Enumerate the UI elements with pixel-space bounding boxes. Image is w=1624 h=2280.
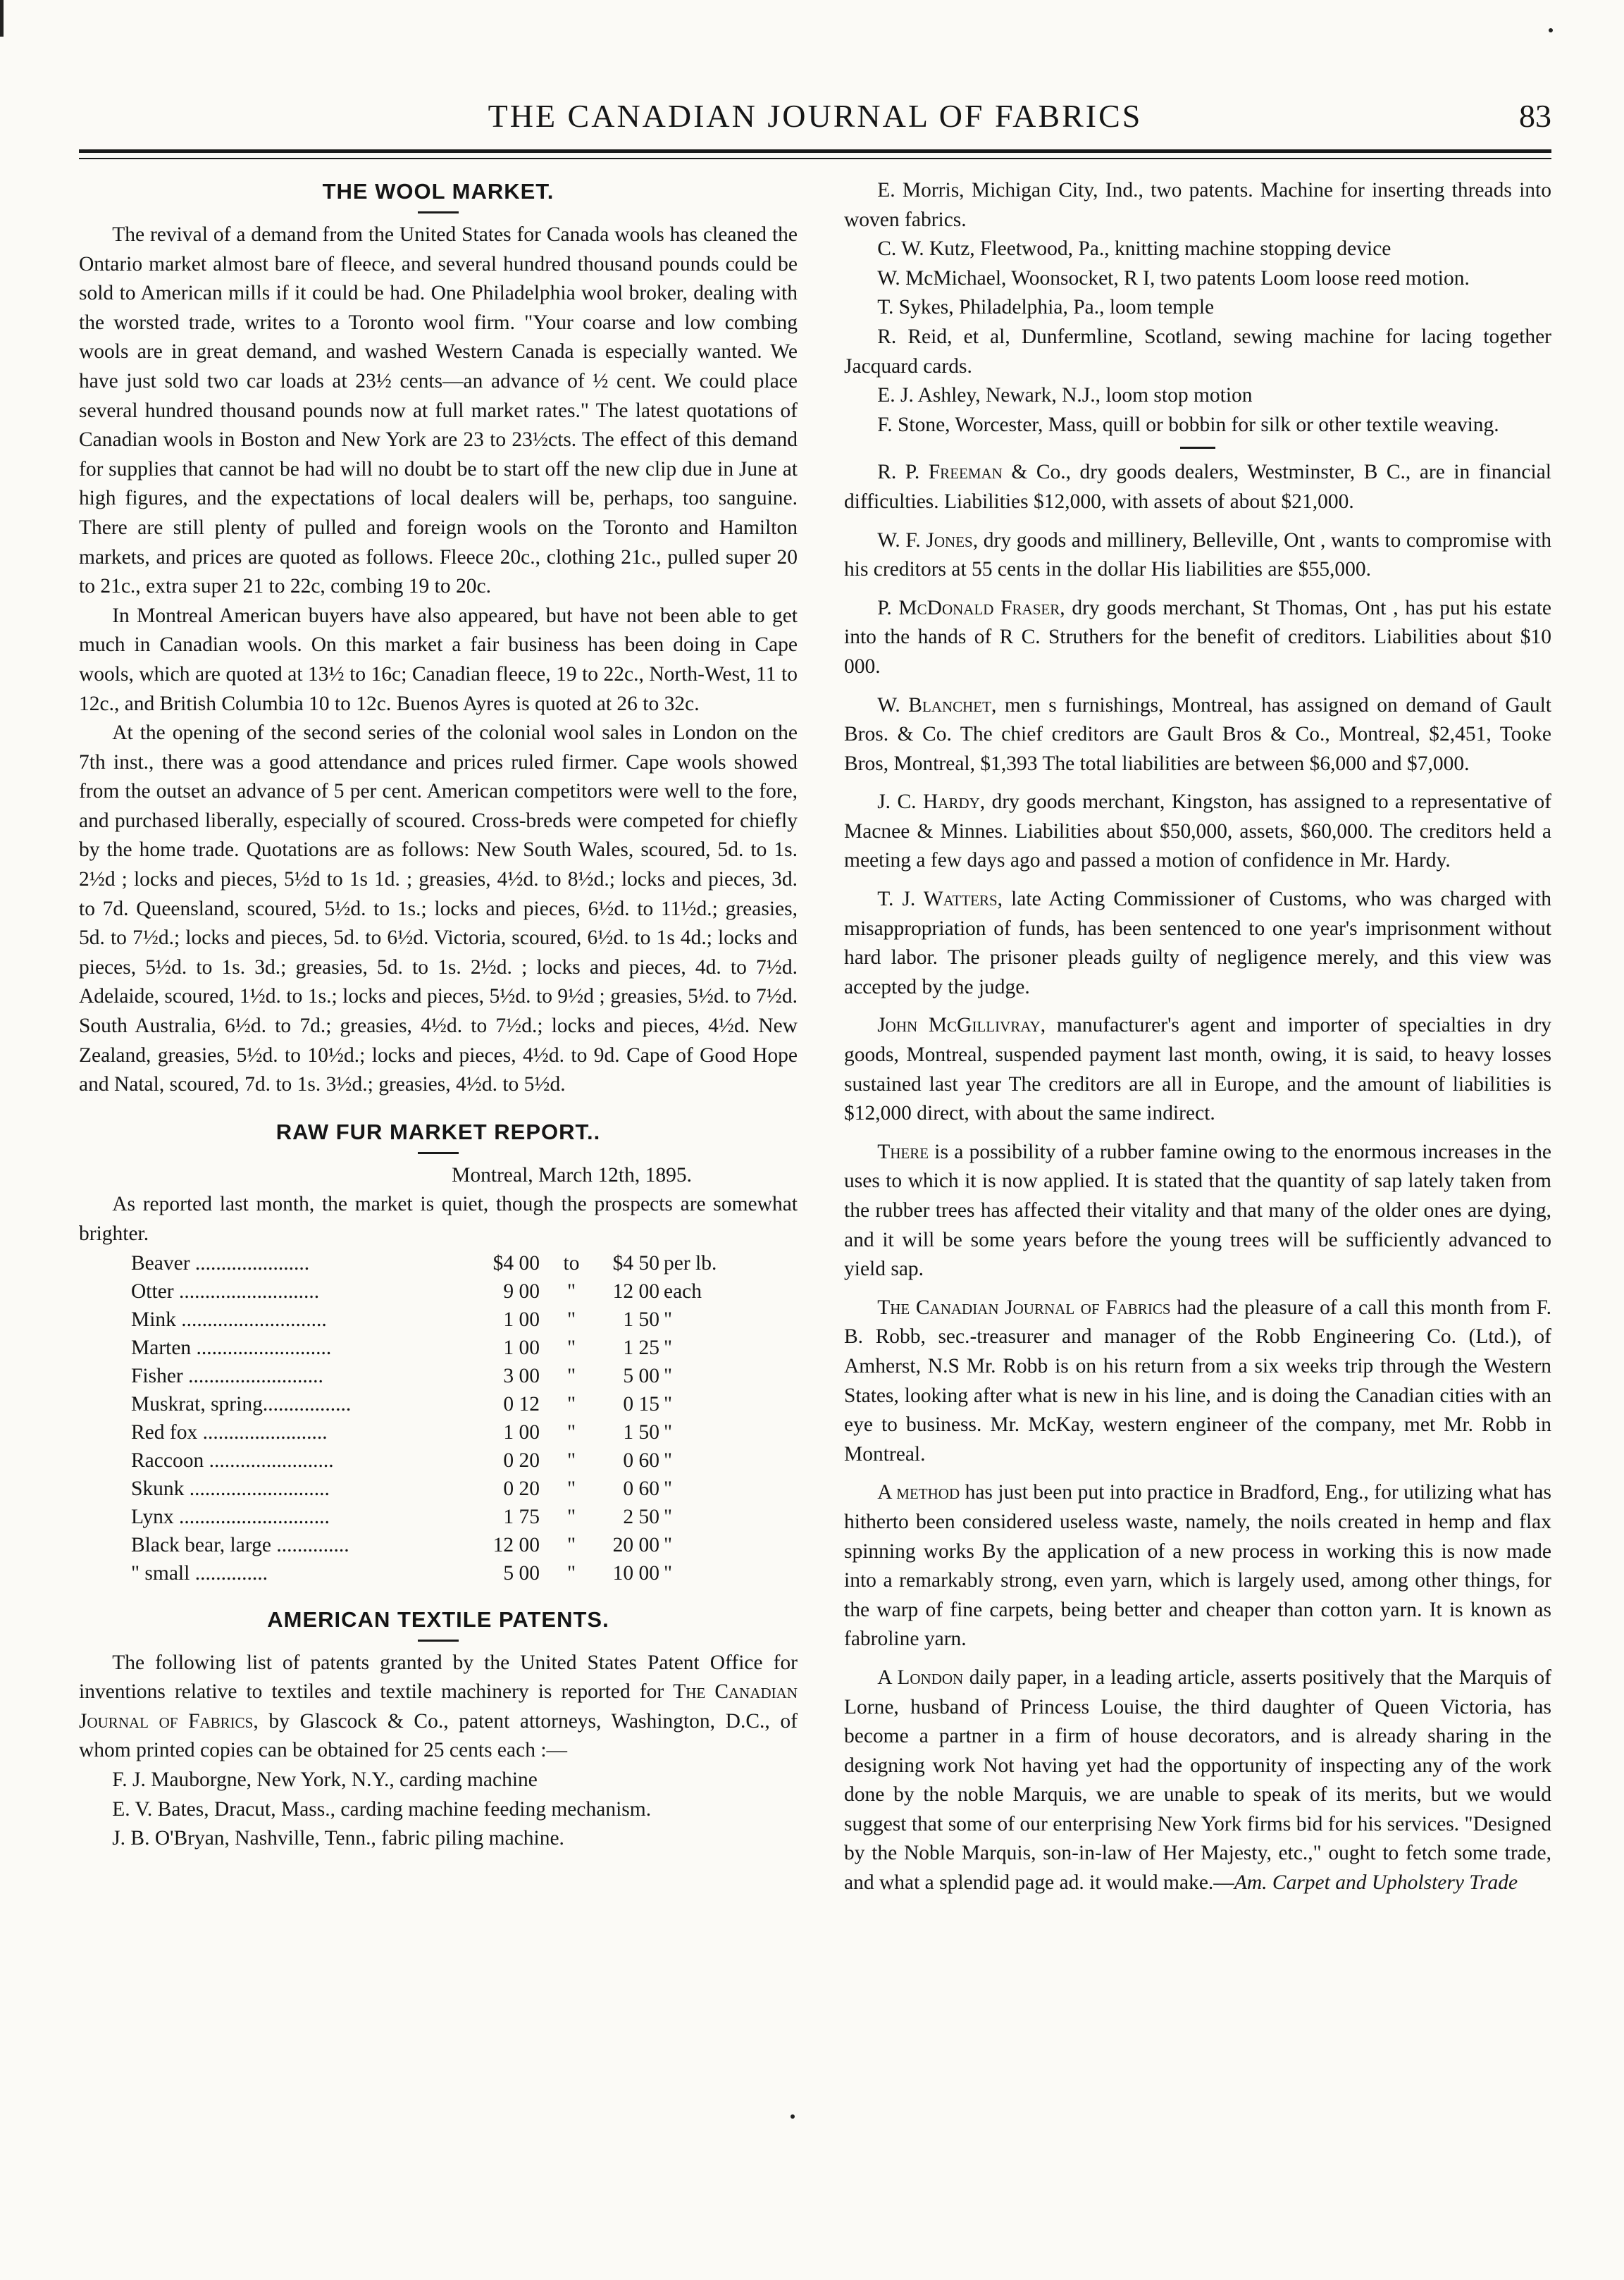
fur-price-to: 1 50 — [623, 1420, 659, 1444]
notice-lead: R. P. Freeman — [877, 461, 1003, 484]
notice-lead: A London — [877, 1666, 964, 1689]
notice-lead: A method — [877, 1481, 960, 1504]
fur-row — [131, 1306, 741, 1334]
fur-price-to: 10 00 — [612, 1561, 659, 1585]
patent-item: E. J. Ashley, Newark, N.J., loom stop motion — [877, 384, 1253, 407]
fur-name: Fisher .......................... — [131, 1364, 323, 1387]
notice-text: had the pleasure of a call this month from F. B. Robb, sec.-treasurer and manager of the Robb Engineering Co. (Ltd.), of Amherst, N.S Mr. Robb is on his return from a six weeks trip through the Western States, looking after what is new in his line, and is doing the Canadian cities with an eye to business. Mr. McKay, western engineer of the company, met Mr. Robb in Montreal. — [844, 1296, 1552, 1466]
fur-price-from: 3 00 — [503, 1364, 540, 1387]
patent-item: E. Morris, Michigan City, Ind., two patents. Machine for inserting threads into woven fabrics. — [844, 179, 1551, 231]
heading-dash — [418, 1152, 459, 1154]
trade-notice — [844, 885, 1551, 1002]
trade-notices — [844, 458, 1551, 1654]
fur-row — [131, 1390, 741, 1418]
fur-unit: " — [664, 1420, 673, 1444]
speck-mark — [1549, 28, 1553, 32]
fur-to: " — [566, 1308, 576, 1331]
patent-item: F. Stone, Worcester, Mass, quill or bobbin for silk or other textile weaving. — [877, 413, 1499, 436]
header-rule-thin — [79, 158, 1551, 159]
fur-unit: " — [664, 1449, 673, 1472]
notice-text: , manufacturer's agent and importer of specialties in dry goods, Montreal, suspended payment last month, owing, it is said, to heavy losses sustained last year The creditors are all in Europe, and the amount of liabilities is $12,000 direct, with about the same indirect. — [844, 1014, 1551, 1125]
notice-lead: John McGillivray — [877, 1014, 1041, 1037]
margin-bullet — [791, 2114, 795, 2119]
notice-lead: W. F. Jones — [877, 528, 973, 552]
fur-row — [131, 1249, 741, 1277]
trade-notice — [844, 526, 1551, 585]
notice-text: & Co., dry goods dealers, Westminster, B C., are in financial difficulties. Liabilities $12,000, with assets of about $21,000. — [844, 461, 1551, 513]
fur-to: " — [566, 1364, 576, 1387]
fur-unit: " — [664, 1533, 673, 1556]
fur-price-to: 5 00 — [623, 1364, 659, 1387]
fur-unit: " — [664, 1477, 673, 1500]
patent-item: F. J. Mauborgne, New York, N.Y., carding machine — [112, 1768, 538, 1791]
right-column — [844, 176, 1551, 1898]
fur-price-to: 0 60 — [623, 1477, 659, 1500]
fur-price-from: $4 00 — [492, 1251, 540, 1275]
fur-to: " — [566, 1449, 576, 1472]
fur-price-from: 0 12 — [503, 1392, 540, 1415]
patent-item: W. McMichael, Woonsocket, R I, two patents Loom loose reed motion. — [877, 266, 1470, 290]
fur-name: Mink ............................ — [131, 1308, 327, 1331]
notice-text: daily paper, in a leading article, asserts positively that the Marquis of Lorne, husband of Princess Louise, the third daughter of Queen Victoria, has become a partner in a firm of house decorators, and is already sharing in the designing work Not having yet had the opportunity of inspecting any of the work done by the noble Marquis, we are unable to speak of its merits, but we would suggest that some of our enterprising New York firms bid for his services. "Designed by the Noble Marquis, son-in-law of Her Majesty, etc.," ought to fetch some trade, and what a splendid page ad. it would make.— — [844, 1666, 1551, 1895]
patents-heading: AMERICAN TEXTILE PATENTS. — [267, 1606, 609, 1632]
trade-notice — [844, 1011, 1551, 1128]
notice-text: , dry goods merchant, Kingston, has assigned to a representative of Macnee & Minnes. Liabilities about $50,000, assets, $60,000. The creditors held a meeting a few days ago and passed a motion of confidence in Mr. Hardy. — [844, 791, 1551, 872]
fur-price-to: 1 25 — [623, 1336, 659, 1359]
fur-to: " — [566, 1336, 576, 1359]
fur-name: Raccoon ........................ — [131, 1449, 334, 1472]
left-column — [79, 176, 798, 1854]
fur-name: " small .............. — [131, 1561, 268, 1585]
fur-price-table — [131, 1249, 741, 1587]
fur-price-to: $4 50 — [612, 1251, 659, 1275]
fur-price-to: 1 50 — [623, 1308, 659, 1331]
fur-name: Lynx ............................. — [131, 1505, 330, 1528]
fur-row — [131, 1503, 741, 1531]
fur-price-to: 0 15 — [623, 1392, 659, 1415]
fur-row — [131, 1531, 741, 1559]
fur-unit: " — [664, 1364, 673, 1387]
fur-unit: " — [664, 1561, 673, 1585]
fur-unit: " — [664, 1336, 673, 1359]
london-notice — [844, 1663, 1551, 1898]
journal-title: THE CANADIAN JOURNAL OF FABRICS — [488, 98, 1143, 134]
fur-price-from: 5 00 — [503, 1561, 540, 1585]
section-dash — [1180, 447, 1215, 449]
fur-name: Muskrat, spring................. — [131, 1392, 352, 1415]
fur-to: " — [566, 1420, 576, 1444]
patent-item: T. Sykes, Philadelphia, Pa., loom temple — [877, 296, 1215, 319]
wool-paragraph: In Montreal American buyers have also appeared, but have not been able to get much in Canadian wools. On this market a fair business has been doing in Cape wools, which are quoted at 13½ to 16c; Canadian fleece, 19 to 22c., North-West, 11 to 12c., and British Columbia 10 to 12c. Buenos Ayres is quoted at 26 to 32c. — [79, 604, 798, 715]
fur-to: " — [566, 1477, 576, 1500]
trade-notice — [844, 458, 1551, 516]
fur-price-to: 12 00 — [612, 1280, 659, 1303]
notice-lead: T. J. Watters — [877, 888, 998, 911]
trade-notice — [844, 1478, 1551, 1654]
fur-row — [131, 1418, 741, 1446]
fur-name: Beaver ...................... — [131, 1251, 310, 1275]
notice-lead: W. Blanchet — [877, 693, 991, 717]
fur-price-from: 0 20 — [503, 1477, 540, 1500]
fur-unit: " — [664, 1308, 673, 1331]
fur-price-to: 0 60 — [623, 1449, 659, 1472]
page-edge-mark — [0, 0, 4, 37]
wool-market-heading: THE WOOL MARKET. — [322, 179, 554, 204]
notice-source: Am. Carpet and Upholstery Trade — [1234, 1871, 1518, 1895]
trade-notice — [844, 691, 1551, 779]
fur-to: " — [566, 1392, 576, 1415]
notice-text: , dry goods and millinery, Belleville, Ont , wants to compromise with his creditors at 55 cents in the dollar His liabilities are $55,000. — [844, 528, 1551, 581]
notice-text: , late Acting Commissioner of Customs, who was charged with misappropriation of funds, has been sentenced to one year's imprisonment without hard labor. The prisoner pleads guilty of negligence merely, and this view was accepted by the judge. — [844, 888, 1551, 998]
patent-item: R. Reid, et al, Dunfermline, Scotland, sewing machine for lacing together Jacquard cards. — [844, 325, 1551, 378]
running-header — [79, 97, 1551, 141]
wool-paragraph: The revival of a demand from the United States for Canada wools has cleaned the Ontario market almost bare of fleece, and several hundred thousand pounds could be sold to American mills if it could be had. One Philadelphia wool broker, dealing with the worsted trade, writes to a Toronto wool firm. "Your coarse and low combing wools are in great demand, and washed Western Canada is especially wanted. We have just sold two car loads at 23½ cents—an advance of ½ cent. We could place several hundred thousand pounds now at full market rates." The latest quotations of Canadian wools in Boston and New York are 23 to 23½cts. The effect of this demand for supplies that cannot be had will no doubt be to start off the new clip due in June at high figures, and the expectations of local dealers will be, perhaps, too sanguine. There are still plenty of pulled and foreign wools on the Toronto and Hamilton markets, and prices are quoted as follows. Fleece 20c., clothing 21c., pulled super 20 to 21c., extra super 21 to 22c, combing 19 to 20c. — [79, 223, 798, 598]
fur-price-from: 1 00 — [503, 1336, 540, 1359]
patent-item: E. V. Bates, Dracut, Mass., carding machine feeding mechanism. — [112, 1797, 652, 1821]
fur-to: " — [566, 1561, 576, 1585]
fur-dateline: Montreal, March 12th, 1895. — [452, 1163, 692, 1187]
fur-price-to: 20 00 — [612, 1533, 659, 1556]
notice-text: , men s furnishings, Montreal, has assigned on demand of Gault Bros. & Co. The chief creditors are Gault Bros & Co., Montreal, $2,451, Tooke Bros, Montreal, $1,393 The total liabilities are between $6,000 and $7,000. — [844, 693, 1551, 775]
trade-notice — [844, 594, 1551, 682]
fur-row — [131, 1362, 741, 1390]
notice-lead: P. McDonald Fraser — [877, 596, 1060, 619]
fur-name: Black bear, large .............. — [131, 1533, 349, 1556]
fur-to: to — [563, 1251, 580, 1275]
fur-row — [131, 1334, 741, 1362]
patents-intro-text: The following list of patents granted by the United States Patent Office for inventions relative to textiles and textile machinery is reported for — [79, 1651, 798, 1704]
fur-name: Otter ........................... — [131, 1280, 320, 1303]
trade-notice — [844, 1294, 1551, 1470]
fur-to: " — [566, 1505, 576, 1528]
fur-to: " — [566, 1280, 576, 1303]
fur-row — [131, 1559, 741, 1587]
fur-price-from: 0 20 — [503, 1449, 540, 1472]
wool-paragraph: At the opening of the second series of the colonial wool sales in London on the 7th inst., there was a good attendance and prices ruled firmer. Cape wools showed from the outset an advance of 5 per cent. American competitors were well to the fore, and purchased liberally, especially of scoured. Cross-breds were competed for chiefly by the home trade. Quotations are as follows: New South Wales, scoured, 5d. to 1s. 2½d ; locks and pieces, 5½d to 1s 1d. ; greasies, 4½d. to 8½d.; locks and pieces, 3d. to 7d. Queensland, scoured, 5½d. to 1s.; locks and pieces, 6½d. to 11½d.; greasies, 5d. to 7½d.; locks and pieces, 5d. to 6½d. Victoria, scoured, 6½d. to 1s 4d.; locks and pieces, 5½d. to 1s. 3d.; greasies, 5d. to 1s. 2½d. ; locks and pieces, 4d. to 7½d. Adelaide, scoured, 1½d. to 1s.; locks and pieces, 5½d. to 9½d ; greasies, 5½d. to 7½d. South Australia, 6½d. to 7d.; greasies, 4½d. to 7½d.; locks and pieces, 4½d. New Zealand, greasies, 5½d. to 10½d.; locks and pieces, 4½d. to 9d. Cape of Good Hope and Natal, scoured, 7d. to 1s. 3½d.; greasies, 4½d. to 5½d. — [79, 721, 798, 1096]
fur-price-from: 9 00 — [503, 1280, 540, 1303]
patent-item: J. B. O'Bryan, Nashville, Tenn., fabric piling machine. — [112, 1827, 564, 1850]
trade-notice — [844, 1138, 1551, 1284]
fur-price-to: 2 50 — [623, 1505, 659, 1528]
patents-intro — [79, 1649, 798, 1766]
notice-lead: There — [877, 1140, 929, 1163]
fur-name: Skunk ........................... — [131, 1477, 330, 1500]
page-number: 83 — [1519, 98, 1551, 134]
fur-intro: As reported last month, the market is quiet, though the prospects are somewhat brighter. — [79, 1193, 798, 1245]
notice-text: has just been put into practice in Bradford, Eng., for utilizing what has hitherto been considered useless waste, namely, the noils created in hemp and flax spinning works By the application of a new process in working this is now made into a remarkably strong, even yarn, which is largely used, among other things, for the warp of fine carpets, being better and cheaper than cotton yarn. It is known as fabroline yarn. — [844, 1481, 1551, 1651]
fur-row — [131, 1475, 741, 1503]
notice-text: is a possibility of a rubber famine owing to the enormous increases in the uses to which it is now applied. It is stated that the quantity of sap lately taken from the rubber trees has affected their vitality and that many of the older ones are dying, and it will be some years before the young trees will be sufficiently advanced to yield sap. — [844, 1140, 1551, 1281]
fur-report-heading: RAW FUR MARKET REPORT.. — [275, 1119, 601, 1144]
patent-item: C. W. Kutz, Fleetwood, Pa., knitting machine stopping device — [877, 237, 1391, 261]
trade-notice — [844, 788, 1551, 876]
fur-unit: each — [664, 1280, 702, 1303]
notice-text: , dry goods merchant, St Thomas, Ont , has put his estate into the hands of R C. Struthers for the benefit of creditors. Liabilities about $10 000. — [844, 596, 1551, 678]
notice-lead: The Canadian Journal of Fabrics — [877, 1296, 1171, 1319]
fur-price-from: 12 00 — [492, 1533, 540, 1556]
header-rule-thick — [79, 149, 1551, 153]
fur-unit: per lb. — [664, 1251, 717, 1275]
fur-price-from: 1 00 — [503, 1308, 540, 1331]
fur-row — [131, 1277, 741, 1306]
journal-name: The Canadian Journal of Fabrics — [79, 1680, 798, 1733]
notice-lead: J. C. Hardy — [877, 791, 980, 814]
heading-dash — [418, 1640, 459, 1642]
fur-to: " — [566, 1533, 576, 1556]
fur-name: Red fox ........................ — [131, 1420, 328, 1444]
fur-name: Marten .......................... — [131, 1336, 332, 1359]
fur-price-from: 1 00 — [503, 1420, 540, 1444]
fur-row — [131, 1446, 741, 1475]
heading-dash — [418, 211, 459, 213]
fur-unit: " — [664, 1392, 673, 1415]
fur-price-from: 1 75 — [503, 1505, 540, 1528]
patents-intro-text: , by Glascock & Co., patent attorneys, Washington, D.C., of whom printed copies can be obtained for 25 cents each :— — [79, 1709, 798, 1762]
fur-unit: " — [664, 1505, 673, 1528]
